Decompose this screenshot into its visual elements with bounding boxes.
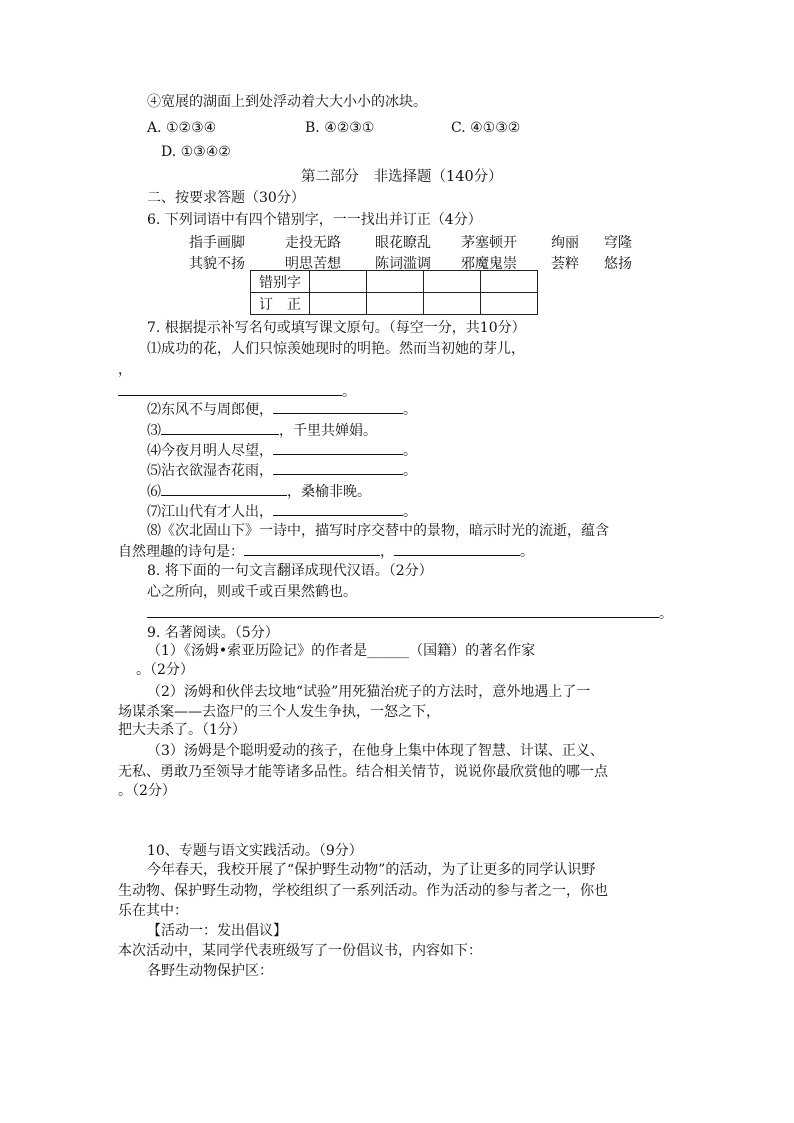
- q6-word: 眼花瞭乱: [375, 235, 431, 251]
- period: 。: [403, 504, 417, 520]
- fix-char-cell[interactable]: [367, 293, 424, 315]
- table-row: [251, 271, 538, 293]
- answer-blank[interactable]: [244, 541, 380, 556]
- q6-word: 绚丽: [551, 235, 579, 251]
- q5-item4: ④宽展的湖面上到处浮动着大大小小的冰块。: [147, 94, 427, 110]
- q6-word: 走投无路: [285, 235, 341, 251]
- q7-s5-text: ⑸沾衣欲湿杏花雨，: [147, 463, 273, 479]
- q9-prompt: 9. 名著阅读。（5分）: [147, 625, 279, 641]
- q7-s5: [147, 460, 417, 481]
- q7-s6-label: ⑹: [147, 484, 161, 500]
- answer-blank[interactable]: [161, 481, 287, 496]
- correction-table: [250, 270, 538, 315]
- q6-word: 悠扬: [604, 256, 632, 272]
- q8-answer: [147, 603, 673, 624]
- q9-p2a: （2）汤姆和伙伴去坟地“试验”用死猫治疣子的方法时，意外地遇上了一: [147, 684, 591, 700]
- fix-char-cell[interactable]: [481, 293, 538, 315]
- wrong-char-cell[interactable]: [367, 271, 424, 293]
- q10-salutation: 各野生动物保护区：: [147, 963, 273, 979]
- period: 。: [403, 443, 417, 459]
- period: 。: [403, 402, 417, 418]
- q7-s8a: ⑻《次北固山下》一诗中，描写时序交替中的景物，暗示时光的流逝，蕴含: [147, 523, 609, 539]
- q6-word: 其貌不扬: [189, 256, 245, 272]
- q9-p1: （1）《汤姆•索亚历险记》的作者是______（国籍）的著名作家: [147, 643, 536, 659]
- q8-prompt: 8. 将下面的一句文言翻译成现代汉语。（2分）: [147, 563, 433, 579]
- q10-intro-2: 生动物、保护野生动物，学校组织了一系列活动。作为活动的参与者之一，你也: [118, 883, 608, 899]
- q7-s1: ⑴成功的花，人们只惊羡她现时的明艳。然而当初她的芽儿，: [147, 341, 525, 357]
- q7-s8b-text: 自然理趣的诗句是：: [118, 544, 244, 560]
- q9-p3a: （3）汤姆是个聪明爱动的孩子，在他身上集中体现了智慧、计谋、正义、: [147, 743, 604, 759]
- answer-blank[interactable]: [161, 420, 279, 435]
- q6-word: 穹隆: [604, 235, 632, 251]
- q9-p3b: 无私、勇敢乃至领导才能等诸多品性。结合相关情节，说说你最欣赏他的哪一点: [118, 764, 608, 780]
- answer-blank[interactable]: [273, 460, 403, 475]
- q7-s3-label: ⑶: [147, 423, 161, 439]
- q6-word: 指手画脚: [189, 235, 245, 251]
- q10-description: 本次活动中，某同学代表班级写了一份倡议书，内容如下：: [118, 943, 482, 959]
- q5-option-d: D. ①③④②: [161, 144, 231, 160]
- q5-option-a: A. ①②③④: [147, 120, 217, 136]
- section2-heading: 二、按要求答题（30分）: [147, 190, 305, 206]
- q8-sentence: 心之所向，则或千或百果然鹤也。: [147, 584, 357, 600]
- q10-intro-1: 今年春天，我校开展了“保护野生动物”的活动，为了让更多的同学认识野: [147, 862, 596, 878]
- q7-s3: [147, 420, 377, 441]
- period: 。: [403, 463, 417, 479]
- q7-s7: [147, 501, 417, 522]
- q10-prompt: 10、专题与语文实践活动。（9分）: [147, 843, 363, 859]
- answer-blank[interactable]: [147, 603, 659, 618]
- q7-s6-text: ，桑榆非晚。: [287, 484, 371, 500]
- part2-title: 第二部分 非选择题（140分）: [301, 169, 503, 185]
- wrong-char-cell[interactable]: [424, 271, 481, 293]
- answer-blank[interactable]: [273, 440, 403, 455]
- q7-s4: [147, 440, 417, 461]
- q6-prompt: 6. 下列词语中有四个错别字，一一找出并订正（4分）: [147, 212, 482, 228]
- q9-p1-score: 。（2分）: [136, 662, 194, 678]
- q7-s8b: [118, 541, 534, 562]
- q6-word: 荟粹: [551, 256, 579, 272]
- table-label-wrong: 错别字: [251, 271, 310, 293]
- q9-p2c: 把大夫杀了。（1分）: [118, 722, 246, 738]
- comma: ，: [380, 544, 394, 560]
- q7-s7-text: ⑺江山代有才人出，: [147, 504, 273, 520]
- answer-blank[interactable]: [394, 541, 520, 556]
- period: 。: [520, 544, 534, 560]
- q5-option-b: B. ④②③①: [305, 120, 375, 136]
- fix-char-cell[interactable]: [424, 293, 481, 315]
- q6-word: 陈词滥调: [375, 256, 431, 272]
- q9-p2b: 场谋杀案——去盗尸的三个人发生争执，一怒之下，: [118, 704, 440, 720]
- q10-activity-1: 【活动一：发出倡议】: [147, 923, 287, 939]
- answer-blank[interactable]: [118, 381, 342, 396]
- q7-s2: [147, 399, 417, 420]
- period: 。: [659, 606, 673, 622]
- q7-s1-comma: ，: [118, 362, 132, 378]
- q10-intro-3: 乐在其中：: [118, 903, 188, 919]
- fix-char-cell[interactable]: [310, 293, 367, 315]
- q7-s4-text: ⑷今夜月明人尽望，: [147, 443, 273, 459]
- table-label-fix: 订 正: [251, 293, 310, 315]
- answer-blank[interactable]: [273, 501, 403, 516]
- table-row: [251, 293, 538, 315]
- period: 。: [342, 384, 356, 400]
- q6-word: 明思苦想: [285, 256, 341, 272]
- q7-prompt: 7. 根据提示补写名句或填写课文原句。（每空一分，共10分）: [147, 320, 526, 336]
- q7-s2-text: ⑵东风不与周郎便，: [147, 402, 273, 418]
- wrong-char-cell[interactable]: [481, 271, 538, 293]
- q6-word: 茅塞顿开: [461, 235, 517, 251]
- q5-option-c: C. ④①③②: [451, 120, 521, 136]
- wrong-char-cell[interactable]: [310, 271, 367, 293]
- q9-p3c: 。（2分）: [118, 783, 176, 799]
- answer-blank[interactable]: [273, 399, 403, 414]
- q6-word: 邪魔鬼崇: [461, 256, 517, 272]
- q7-s6: [147, 481, 371, 502]
- q7-s3-text: ，千里共婵娟。: [279, 423, 377, 439]
